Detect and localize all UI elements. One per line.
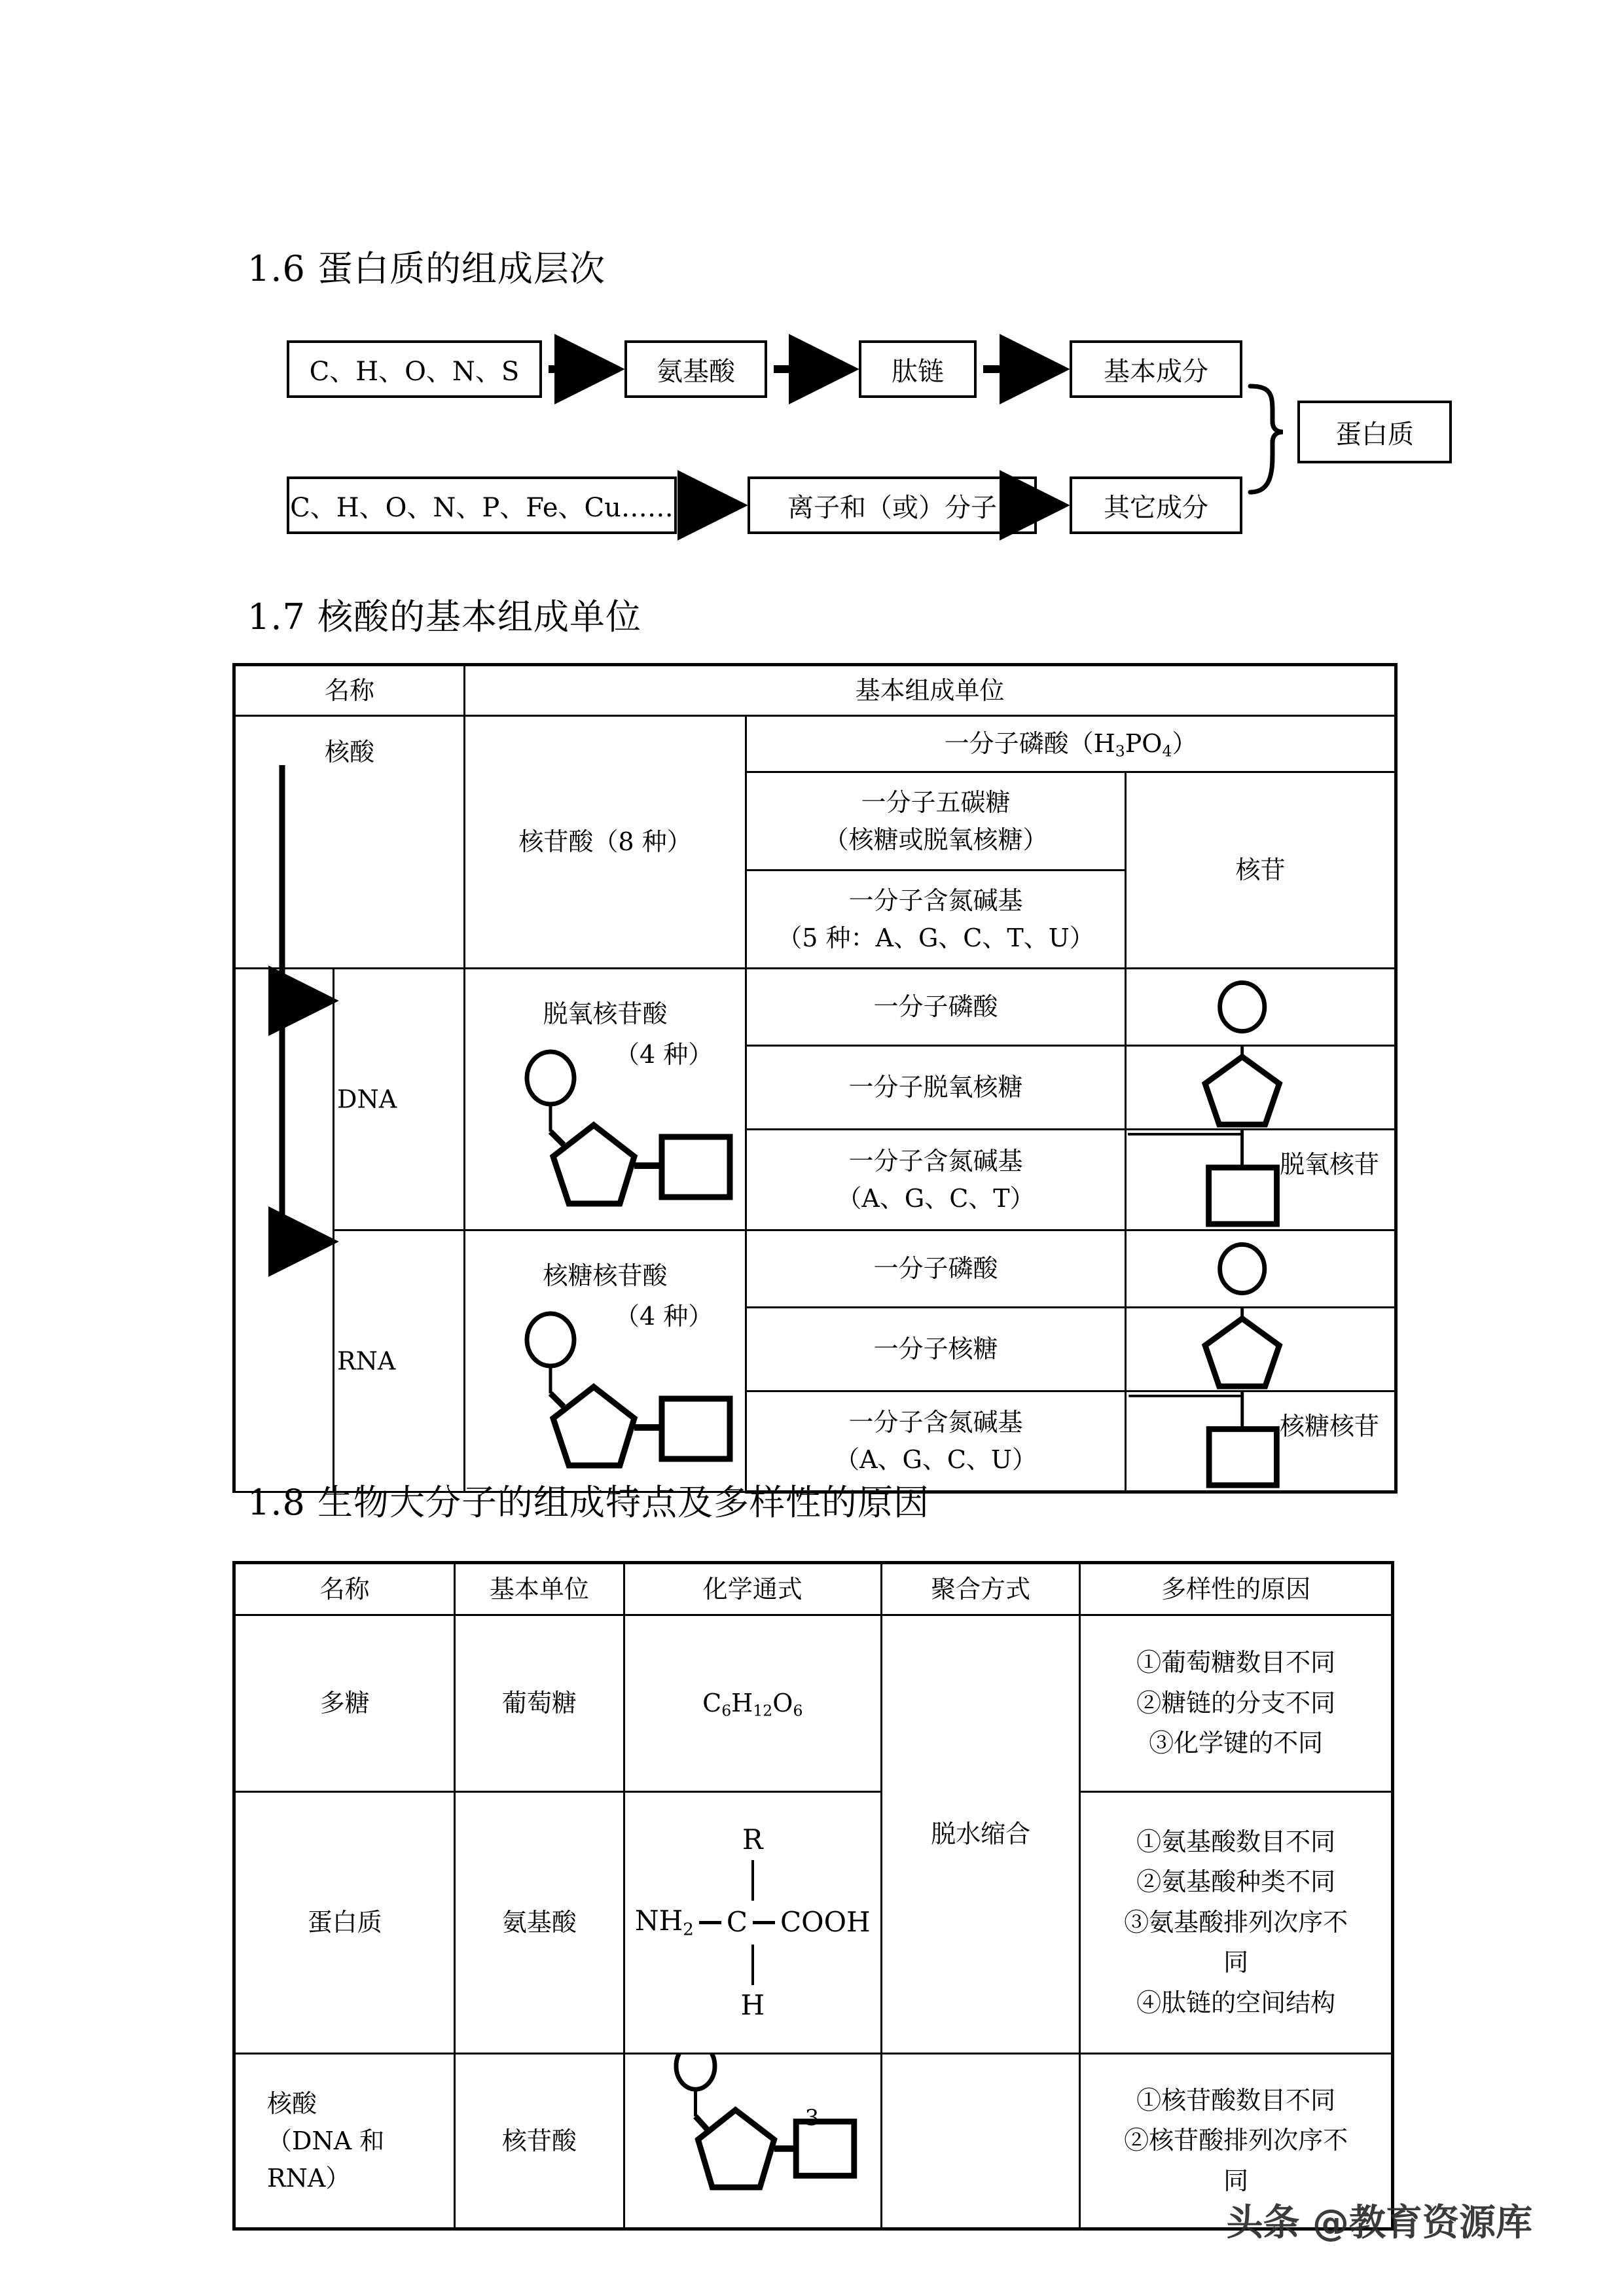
sugar-pentagon-icon: [553, 1387, 634, 1465]
cell-dna-right-circle: [1126, 969, 1396, 1046]
label-ribonucleotide-line2: （4 种）: [615, 1302, 713, 1331]
table-header-row: [234, 665, 1396, 716]
bond-vertical-bottom: [751, 1945, 754, 1985]
col-header-name: 名称: [234, 1563, 455, 1615]
cell-unit-nucleotide: 核苷酸: [455, 2054, 624, 2229]
col-header-basic-unit: 基本单位: [455, 1563, 624, 1615]
table-row: [234, 2054, 1393, 2229]
name-line: RNA）: [267, 2163, 351, 2193]
flow-box-chonpfecu: C、H、O、N、P、Fe、Cu……: [287, 476, 677, 534]
cell-nucleotide-8kinds: 核苷酸（8 种）: [465, 716, 746, 969]
cell-formula-nucleotide: [624, 2054, 881, 2229]
label-nucleic-acid: 核酸: [325, 738, 375, 766]
cell-one-pentose: [746, 772, 1126, 870]
cell-rna-right-circle: [1126, 1230, 1396, 1308]
dna-base-line1: 一分子含氮碱基: [848, 1146, 1023, 1175]
reason-item: ③化学键的不同: [1149, 1729, 1324, 1758]
cell-dna-label: [334, 969, 465, 1230]
watermark: 头条 @教育资源库: [1226, 2202, 1532, 2244]
flow-box-protein-result: 蛋白质: [1297, 401, 1452, 463]
cell-rna-right-ribonucleoside: [1126, 1391, 1396, 1492]
cell-deoxynucleotide-diagram: [465, 969, 746, 1230]
flow-box-other-component: 其它成分: [1070, 476, 1242, 534]
reason-item: ③氨基酸排列次序不: [1124, 1907, 1348, 1937]
cell-ribonucleotide-diagram: [465, 1230, 746, 1492]
label-rna: RNA: [337, 1346, 396, 1375]
table-nucleic-acid-units: [232, 663, 1398, 1494]
cell-formula-amino-acid: [624, 1792, 881, 2054]
cell-rna-right-pentagon: [1126, 1308, 1396, 1391]
reason-item: 同: [1223, 2166, 1249, 2195]
table-row-nucleotide-generic: [234, 716, 1396, 772]
flow-box-amino-acid: 氨基酸: [624, 340, 767, 398]
base-rectangle-icon: [662, 1399, 730, 1459]
phosphate-circle-icon: [676, 2054, 715, 2089]
heading-1-6: 1.6 蛋白质的组成层次: [247, 248, 606, 289]
cell-polymerization-empty: [881, 2054, 1079, 2229]
label-dna: DNA: [337, 1085, 397, 1113]
formula-cooh: COOH: [780, 1906, 871, 1939]
cell-dna-phosphate: 一分子磷酸: [746, 969, 1126, 1046]
cell-rna-phosphate: 一分子磷酸: [746, 1230, 1126, 1308]
col-header-basic-unit: 基本组成单位: [465, 665, 1396, 716]
flow-box-basic-component: 基本成分: [1070, 340, 1242, 398]
name-line: 核酸: [267, 2089, 317, 2118]
pentose-line1: 一分子五碳糖: [861, 787, 1011, 817]
reason-item: ②糖链的分支不同: [1136, 1688, 1336, 1717]
base-line1: 一分子含氮碱基: [848, 886, 1023, 915]
rna-base-line2: （A、G、C、U）: [835, 1445, 1037, 1474]
table-header-row: [234, 1563, 1393, 1615]
col-header-polymerization: 聚合方式: [881, 1563, 1079, 1615]
cell-dna-right-deoxynucleoside: [1126, 1130, 1396, 1230]
reason-item: ②核苷酸排列次序不: [1124, 2126, 1348, 2155]
col-header-formula: 化学通式: [624, 1563, 881, 1615]
col-header-diversity-reason: 多样性的原因: [1080, 1563, 1393, 1615]
cell-dna-right-pentagon: [1126, 1046, 1396, 1130]
cell-reasons-protein: [1080, 1792, 1393, 2054]
label-deoxynucleotide-line1: 脱氧核苷酸: [543, 999, 668, 1028]
bond-horizontal-right: [753, 1921, 775, 1924]
label-deoxynucleoside: 脱氧核苷: [1280, 1150, 1380, 1179]
cell-one-phosphate-h3po4: 一分子磷酸$(H_3PO_4)$: [746, 716, 1396, 772]
flow-box-ion-or-molecule: 离子和（或）分子: [748, 476, 1037, 534]
bond-vertical-top: [751, 1860, 754, 1901]
sugar-pentagon-icon: [553, 1125, 634, 1204]
reason-item: ①葡萄糖数目不同: [1136, 1648, 1336, 1677]
formula-h: H: [740, 1989, 765, 2022]
sugar-pentagon-icon: [1127, 1047, 1394, 1128]
phosphate-circle-icon: [1127, 1231, 1394, 1306]
base-line2: （5 种：A、G、C、T、U）: [777, 923, 1094, 952]
table-row: [234, 1615, 1393, 1792]
cell-nucleoside-label: 核苷: [1126, 772, 1396, 969]
dna-base-line2: （A、G、C、T）: [837, 1183, 1035, 1213]
curly-brace-icon: [1250, 386, 1283, 492]
cell-name-nucleic-acid: [234, 2054, 455, 2229]
table-row-dna: [234, 969, 1396, 1046]
reason-item: ①氨基酸数目不同: [1136, 1827, 1336, 1856]
reason-item: ④肽链的空间结构: [1136, 1988, 1336, 2017]
cell-dna-base: [746, 1130, 1126, 1230]
flow-box-peptide-chain: 肽链: [859, 340, 977, 398]
cell-one-nitrogen-base: [746, 870, 1126, 969]
table-row: [234, 1792, 1393, 2054]
heading-1-8: 1.8 生物大分子的组成特点及多样性的原因: [247, 1482, 930, 1523]
name-line: （DNA 和: [267, 2126, 385, 2155]
formula-r-group: R: [742, 1823, 763, 1856]
cell-polymerization-dehydration: 脱水缩合: [881, 1615, 1079, 2054]
cell-nucleic-acid-name: [234, 716, 465, 969]
cell-unit-glucose: 葡萄糖: [455, 1615, 624, 1792]
heading-1-7: 1.7 核酸的基本组成单位: [247, 596, 642, 637]
phosphate-circle-icon: [1127, 969, 1394, 1045]
base-rectangle-icon: [662, 1137, 730, 1197]
cell-rna-label: [334, 1230, 465, 1492]
label-ribonucleotide-line1: 核糖核苷酸: [543, 1261, 668, 1290]
reason-item: 同: [1223, 1948, 1249, 1977]
reason-item: ①核苷酸数目不同: [1136, 2085, 1336, 2115]
bond-horizontal-left: [699, 1921, 721, 1924]
cell-formula-glucose: $C_6H_{12}O_6$: [624, 1615, 881, 1792]
cell-reasons-polysaccharide: [1080, 1615, 1393, 1792]
cell-unit-amino-acid: 氨基酸: [455, 1792, 624, 2054]
table-row-rna: [234, 1230, 1396, 1308]
cell-branch-spine: [234, 969, 334, 1492]
nucleotide-structure-icon: [625, 2054, 880, 2227]
phosphate-circle-icon: [527, 1314, 574, 1366]
col-header-name: 名称: [234, 665, 465, 716]
pentose-line2: （核糖或脱氧核糖）: [823, 825, 1048, 854]
cell-name-polysaccharide: 多糖: [234, 1615, 455, 1792]
cell-dna-deoxyribose: 一分子脱氧核糖: [746, 1046, 1126, 1130]
page-number: 3: [804, 2105, 820, 2131]
cell-name-protein: 蛋白质: [234, 1792, 455, 2054]
formula-nh2: $NH_2$: [634, 1904, 694, 1940]
cell-rna-ribose: 一分子核糖: [746, 1308, 1126, 1391]
rna-base-line1: 一分子含氮碱基: [848, 1408, 1023, 1437]
label-ribonucleoside: 核糖核苷: [1280, 1412, 1380, 1441]
reason-item: ②氨基酸种类不同: [1136, 1867, 1336, 1897]
sugar-pentagon-icon: [1127, 1308, 1394, 1390]
label-deoxynucleotide-line2: （4 种）: [615, 1040, 713, 1069]
phosphate-circle-icon: [527, 1052, 574, 1104]
formula-c: C: [726, 1906, 748, 1939]
flow-box-chons: C、H、O、N、S: [287, 340, 542, 398]
